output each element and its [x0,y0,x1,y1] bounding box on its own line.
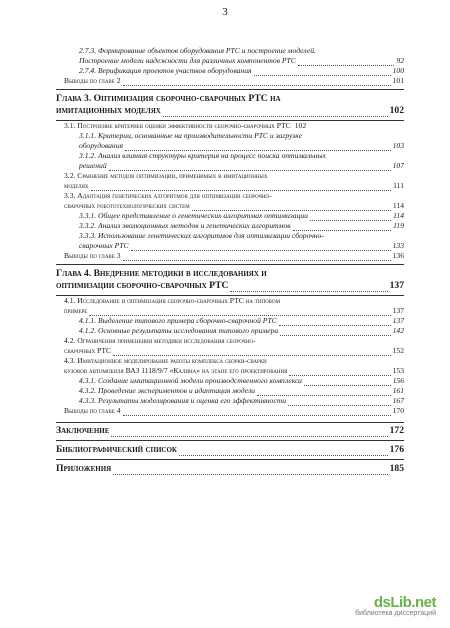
chapter-title-line: Глава 3. Оптимизация сборочно-сварочных РТС на [56,93,281,104]
dot-leader [230,284,387,292]
bibliography-heading [56,440,404,456]
toc-page: 100 [392,66,404,75]
toc-page: 137 [392,316,404,325]
toc-entry-text: 4.3.1. Создание имитационной модели производственного комплекса [79,376,302,385]
chapter-title-line [56,105,404,117]
toc-entry [56,161,404,171]
dot-leader [109,163,391,171]
toc-entry-text: сварочных РТС [79,241,129,250]
dot-leader [179,448,388,456]
toc-page: 114 [393,211,404,220]
watermark-subtitle: библиотека диссертаций [355,610,436,617]
dot-leader [91,183,392,191]
toc-entry [56,241,404,251]
toc-entry [56,376,404,386]
toc-entry-text: 3.3.1. Общее представление о генетических алгоритмах оптимизации [79,211,308,220]
toc-page: 161 [392,386,404,395]
toc-entry-text: сварочных робототехнологических систем [64,201,190,210]
page-number: 3 [222,6,228,18]
toc-entry-text: 2.7.4. Верификация проектов участков оборудования [79,66,252,75]
toc-page: 107 [392,161,404,170]
toc-entry-text: Заключение [56,425,110,436]
toc-entry [56,306,404,316]
toc-entry [56,56,404,66]
toc-entry [56,396,404,406]
toc-entry-text: 4.1.2. Основные результаты исследования типового примера [79,326,279,335]
toc-entry [56,406,404,416]
toc-entry [56,366,404,376]
appendices-heading [56,459,404,475]
dot-leader [257,388,391,396]
dot-leader [89,308,390,316]
dot-leader [113,348,391,356]
chapter-4-heading [56,264,404,292]
toc-entry [56,346,404,356]
dot-leader [123,253,391,261]
toc-entry [56,201,404,211]
toc-entry-text: Выводы по главе 2 [64,76,121,85]
toc-page: 133 [392,241,404,250]
toc-entry [56,141,404,151]
dot-leader [192,203,391,211]
toc-page: 136 [392,251,404,260]
toc-page: 92 [396,56,404,65]
toc-entry [56,181,404,191]
toc-entry-text: Приложения [56,463,112,474]
toc-page: 152 [392,346,404,355]
toc-entry [56,66,404,76]
dot-leader [131,243,391,251]
conclusion-heading [56,422,404,437]
dot-leader [279,318,391,326]
dot-leader [111,429,387,437]
toc-entry-text: Выводы по главе 4 [64,406,121,415]
chapter-title-line: Глава 4. Внедрение методики в исследованиях и [56,268,267,279]
toc-page: 170 [392,406,404,415]
dot-leader [254,68,391,76]
toc-entry-text: Библиографический список [56,444,177,455]
toc-entry: 4.2. Ограничения применения методики исследования сборочно- [64,336,256,345]
toc-entry-text: 4.3.2. Проведение экспериментов и адаптация модели [79,386,255,395]
toc-page: 142 [392,326,404,335]
dot-leader [310,213,391,221]
toc-entry [56,251,404,261]
toc-page: 111 [393,181,404,190]
toc-entry [56,316,404,326]
toc-entry: 4.3. Имитационное моделирование работы комплекса сборки-сварки [64,356,267,365]
toc-entry: 3.1.1. Критерии, основанные на производительности РТС и загрузке [79,131,302,140]
toc-entry-text: Выводы по главе 3 [64,251,121,260]
toc-page: 176 [389,444,404,455]
toc-page: 137 [392,306,404,315]
chapter-title-text: оптимизации сборочно-сварочных РТС [56,280,229,291]
toc-page: 167 [392,396,404,405]
dot-leader [289,368,390,376]
toc-page: 153 [392,366,404,375]
toc-page: 185 [389,463,404,474]
toc-entry [56,46,404,56]
chapter-title-text: имитационных моделях [56,105,161,116]
toc-page: 103 [392,141,404,150]
toc-entry-text: 4.1.1. Выделение типового примера сборочно-сварочной РТС [79,316,277,325]
chapter-title-line [56,280,404,292]
toc-page: 137 [389,280,404,291]
toc-entry: 3.3. Адаптация генетических алгоритмов для оптимизации сборочно- [64,191,272,200]
dot-leader [298,58,395,66]
toc-entry [56,221,404,231]
chapter-3-heading [56,89,404,117]
watermark-logo: dsLib.net [373,594,436,611]
toc-entry-text: оборудования [79,141,124,150]
toc-entry-text: Построение модели надежности для различных компонентов РТС [79,56,296,65]
toc-entry-text: 3.1. Построение критериев оценки эффективности сборочно-сварочных РТС [64,121,291,130]
toc-page: 156 [392,376,404,385]
dot-leader [123,78,391,86]
toc-entry-text: кузовов автомобиля ВАЗ 1118/9/7 «Калина» на этапе его проектирования [64,366,288,375]
dot-leader [280,328,390,336]
toc-entry [56,121,404,131]
toc-page: 102 [389,105,404,116]
dot-leader [123,408,391,416]
toc-entry [56,211,404,221]
toc-page: 101 [392,76,404,85]
dot-leader [163,109,388,117]
dot-leader [288,398,391,406]
dot-leader [293,223,392,231]
toc-entry-text: примере [64,306,88,315]
toc-entry-text: сварочных РТС [64,346,112,355]
toc-entry: 4.1. Исследование и оптимизация сборочно-сварочных РТС на типовом [64,296,281,305]
dot-leader [304,378,391,386]
dot-leader [113,467,387,475]
toc-page: 102 [294,121,307,130]
table-of-contents [56,46,404,475]
toc-entry: 3.3.3. Использование генетических алгоритмов для оптимизации сборочно- [79,231,324,240]
toc-entry-text: 3.3.2. Анализ эволюционных методов и генетических алгоритмов [79,221,291,230]
toc-entry [56,386,404,396]
toc-entry-text: 4.3.3. Результаты моделирования и оценка его эффективности [79,396,287,405]
toc-entry-text: решений [79,161,107,170]
toc-page: 119 [393,221,404,230]
toc-entry [56,76,404,86]
toc-entry-text: 2.7.3. Формирование объектов оборудования РТС и построение моделей. [79,46,316,55]
dot-leader [125,143,391,151]
toc-entry: 3.1.2. Анализ влияния структуры критерия на процесс поиска оптимальных [79,151,327,160]
watermark [326,594,436,620]
toc-entry: 3.2. Сравнение методов оптимизации, применимых в имитационных [64,171,268,180]
toc-page: 114 [392,201,404,210]
toc-entry [56,326,404,336]
toc-entry-text: моделях [64,181,89,190]
toc-page: 172 [389,425,404,436]
